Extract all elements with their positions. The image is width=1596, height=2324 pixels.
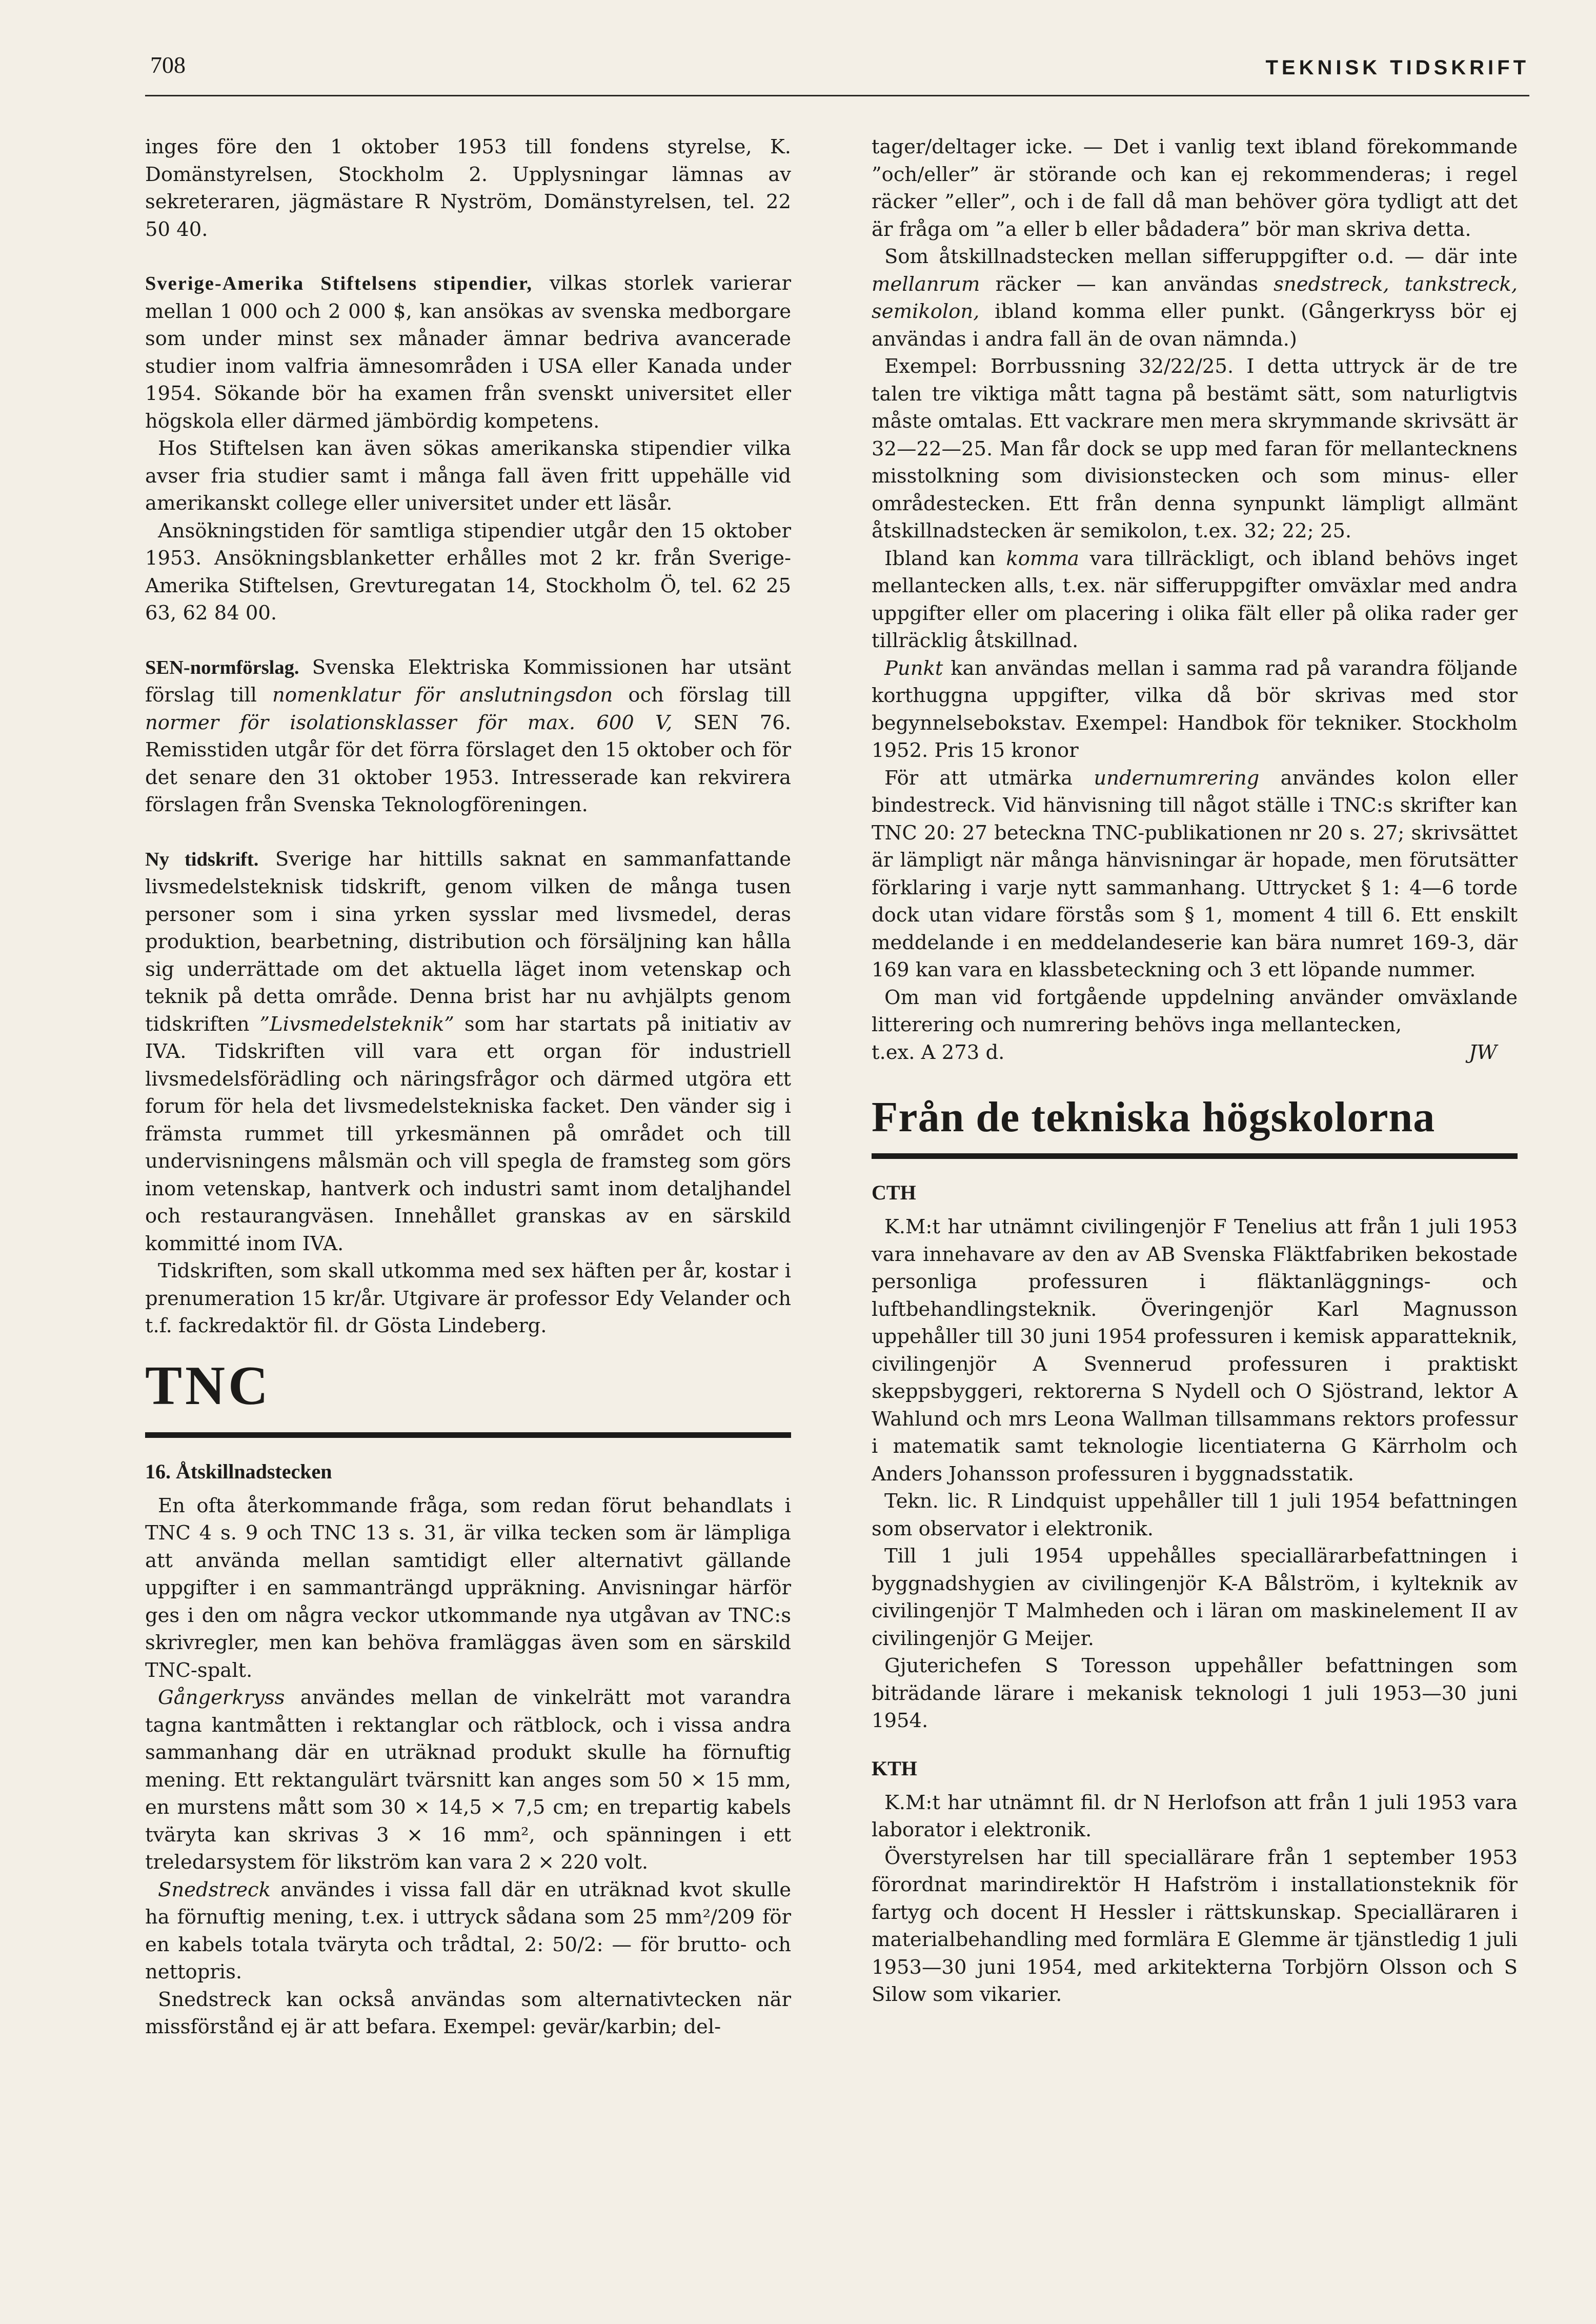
tnc-p2-text: användes mellan de vinkelrätt mot varandra tagna kantmåtten i rektanglar och rätblock, och i vissa andra sammanhang där en uträknad produkt skulle ha förnuftig mening. Ett rektangulärt tvärsnitt kan anges som 50 × 15 mm, en murstens mått som 30 × 14,5 × 7,5 cm; en trepartig kabels tväryta kan skrivas 3 × 16 mm², och spänningen i ett treledarsystem för likström kan vara 2 × 220 volt.: [145, 1686, 791, 1874]
tnc-rule: [145, 1432, 791, 1438]
sa-scholarship-p2: Hos Stiftelsen kan även sökas amerikanska stipendier vilka avser fria studier samt i många fall även fritt uppehälle vid amerikanskt college eller universitet under ett läsår.: [145, 437, 791, 515]
tnc-p2-term: Gångerkryss: [158, 1686, 285, 1709]
tnc-cont-p7: Om man vid fortgående uppdelning använder omväxlande litterering och numrering behövs inga mellantecken,: [872, 986, 1518, 1036]
sen-paragraph: [145, 654, 791, 819]
right-column: [872, 133, 1518, 2009]
page-number: 708: [150, 52, 186, 78]
tnc-cont-p6-b: användes kolon eller bindestreck. Vid hänvisning till något ställe i TNC:s skrifter kan TNC 20: 27 beteckna TNC-publikationen nr 20 s. 27; skrivsättet är lämpligt när många hänvisningar är hopade, men förutsätter förklaring i varje nytt sammanhang. Uttrycket § 1: 4—6 torde dock utan vidare förstås som § 1, moment 4 till 6. Ett enskilt meddelande i en meddelandeserie kan bära numret 169-3, där 169 kan vara en klassbeteckning och 3 ett löpande nummer.: [872, 766, 1518, 981]
tnc-cont-p2-b: räcker — kan användas: [995, 272, 1258, 296]
tnc-cont-p7-b: t.ex. A 273 d.: [872, 1040, 1005, 1064]
colleges-rule: [872, 1153, 1518, 1159]
page-header: [145, 51, 1529, 92]
tnc-p4: Snedstreck kan också användas som alternativtecken när missförstånd ej är att befara. Exempel: gevär/karbin; del-: [145, 1988, 791, 2038]
cth-p4: Gjuterichefen S Toresson uppehåller befattningen som biträdande lärare i mekanisk teknologi 1 juli 1953—30 juni 1954.: [872, 1654, 1518, 1732]
kth-p1: K.M:t har utnämnt fil. dr N Herlofson att från 1 juli 1953 vara laborator i elektronik.: [872, 1791, 1518, 1841]
new-journal-text-b: som har startats på initiativ av IVA. Tidskriften vill vara ett organ för industriell livsmedelsförädling och näringsfrågor och därmed utgöra ett forum för hela det livsmedelstekniska facket. Den vänder sig i främsta rummet till yrkesmännen på området och till undervisningens målsmän och vill spegla de framsteg som görs inom vetenskap, hantverk och industri samt inom detaljhandel och restaurangväsen. Innehållet granskas av en särskild kommitté inom IVA.: [145, 1012, 791, 1255]
cth-p1: K.M:t har utnämnt civilingenjör F Tenelius att från 1 juli 1953 vara innehavare av den av AB Svenska Fläktfabriken bekostade personliga professuren i fläktanläggnings- och luftbehandlingsteknik. Överingenjör Karl Magnusson uppehåller till 30 juni 1954 professuren i kemisk apparatteknik, civilingenjör A Svennerud professuren i praktiskt skeppsbyggeri, rektorerna S Nydell och O Sjöstrand, lektor A Wahlund och mrs Leona Wallman tillsammans rektors professur i matematik samt teknologie licentiaterna G Kärrholm och Anders Johansson professuren i byggnadsstatik.: [872, 1215, 1518, 1486]
tnc-p3-text: användes i vissa fall där en uträknad kvot skulle ha förnuftig mening, t.ex. i uttryck sådana som 25 mm²/209 för en kabels totala tvärytа och trådtal, 2: 50/2: — för brutto- och nettopris.: [145, 1878, 791, 1984]
tnc-p2: [145, 1684, 791, 1876]
tnc-cont-p1: tager/deltager icke. — Det i vanlig text ibland förekommande ”och/eller” är störande och kan ej rekommenderas; i regel räcker ”eller”, och i de fall då man behöver göra tydligt att det är fråga om ”a eller b eller bådadera” bör man skriva detta.: [872, 135, 1518, 241]
tnc-cont-p4-b: vara tillräckligt, och ibland behövs inget mellantecken alls, t.ex. när sifferuppgifter omväxlar med andra uppgifter eller om placering i olika fält eller på olika rader ger tillräcklig åtskillnad.: [872, 547, 1518, 652]
sen-title: SEN-normförslag.: [145, 656, 299, 678]
sen-em-2: normer för isolationsklasser för max. 600 V,: [145, 711, 673, 734]
sen-em-1: nomenklatur för anslutningsdon: [272, 684, 613, 707]
tnc-p1: En ofta återkommande fråga, som redan förut behandlats i TNC 4 s. 9 och TNC 13 s. 31, är vilka tecken som är lämpliga att använda mellan samtidigt eller alternativt gällande uppgifter i en sammanträngd uppräkning. Anvisningar härför ges i den om några veckor utkommande nya utgåvan av TNC:s skrivregler, men kan behöva framläggas även som en särskild TNC-spalt.: [145, 1494, 791, 1682]
new-journal-name: ”Livsmedelsteknik”: [259, 1012, 454, 1036]
spacer: [145, 243, 791, 270]
new-journal-title: Ny tidskrift.: [145, 848, 259, 870]
sa-scholarship-title: Sverige-Amerika Stiftelsens stipendier,: [145, 273, 533, 294]
new-journal-text-a: Sverige har hittills saknat en sammanfattande livsmedelsteknisk tidskrift, genom vilken de många tusen personer som i sina yrken sysslar med livsmedel, deras produktion, bearbetning, distribution och försäljning kan hålla sig underrättade om det aktuella läget inom vetenskap och teknik på detta område. Denna brist har nu avhjälpts genom tidskriften: [145, 847, 791, 1036]
tnc-subheading: 16. Åtskillnadstecken: [145, 1459, 332, 1483]
sa-scholarship-text: vilkas storlek varierar mellan 1 000 och 2 000 $, kan ansökas av svenska medborgare som under minst sex månader ämnar bedriva avancerade studier inom valfria ämnesområden i USA eller Kanada under 1954. Sökande bör ha examen från svenskt universitet eller högskola eller därmed jämbördig kompetens.: [145, 272, 791, 433]
tnc-cont-p6-em: undernumrering: [1094, 766, 1260, 790]
tnc-p3-term: Snedstreck: [158, 1878, 271, 1901]
tnc-cont-p2: [872, 243, 1518, 353]
spacer: [145, 819, 791, 846]
tnc-cont-p2-c: ibland komma eller punkt. (Gångerkryss bör ej användas i andra fall än de ovan nämnda.): [872, 300, 1518, 351]
tnc-cont-p4-em: komma: [1006, 547, 1079, 570]
cth-p3: Till 1 juli 1954 uppehålles speciallärarbefattningen i byggnadshygien av civilingenjör K-A Bålström, i kylteknik av civilingenjör T Malmheden och i läran om maskinelement II av civilingenjör G Meijer.: [872, 1545, 1518, 1650]
sen-text-a: Svenska Elektriska Kommissionen har utsänt förslag till: [145, 655, 791, 707]
tnc-cont-p5-em: Punkt: [884, 656, 943, 680]
tnc-cont-p3: Exempel: Borrbussning 32/22/25. I detta uttryck är de tre talen tre viktiga mått tagna på bestämt sätt, som naturligtvis måste omtalas. Ett vackrare men mera skrymmande skrivsätt är 32—22—25. Man får dock se upp med faran för mellantecknens misstolkning som divisionstecken och som minus- eller områdestecken. Ett från denna synpunkt lämpligt allmänt åtskillnadstecken är semikolon, t.ex. 32; 22; 25.: [872, 355, 1518, 543]
sen-text-b: och förslag till: [628, 684, 791, 707]
new-journal-p2: Tidskriften, som skall utkomma med sex häften per år, kostar i prenumeration 15 kr/år. Utgivare är professor Edy Velander och t.f. fackredaktör fil. dr Gösta Lindeberg.: [145, 1259, 791, 1337]
tnc-cont-p5-text: kan användas mellan i samma rad på varandra följande korthuggna uppgifter, vilka då bör skrivas med stor begynnelsebokstav. Exempel: Handbok för tekniker. Stockholm 1952. Pris 15 kronor: [872, 656, 1518, 762]
sen-text-c: SEN 76. Remisstiden utgår för det förra förslaget den 15 oktober och för det senare den 31 oktober 1953. Intresserade kan rekvirera förslagen från Svenska Teknologföreningen.: [145, 711, 791, 816]
tnc-heading: TNC: [145, 1355, 272, 1416]
sa-scholarship-p3: Ansökningstiden för samtliga stipendier utgår den 15 oktober 1953. Ansökningsblanketter erhålles mot 2 kr. från Sverige-Amerika Stiftelsen, Grevturegatan 14, Stockholm Ö, tel. 62 25 63, 62 84 00.: [145, 519, 791, 625]
tnc-cont-p4-a: Ibland kan: [884, 547, 996, 570]
tnc-cont-p7-end: [872, 1039, 1518, 1067]
colleges-heading: Från de tekniska högskolorna: [872, 1093, 1436, 1141]
kth-p2: Överstyrelsen har till speciallärare från 1 september 1953 förordnat marindirektör H Hafström i installationsteknik för fartyg och docent H Hessler i rättskunskap. Speciallärаren i materialbehandling med formlära E Glemme är tjänstledig 1 juli 1953—30 juni 1954, med arkitekterna Torbjörn Olsson och S Silow som vikarier.: [872, 1846, 1518, 2006]
journal-title: TEKNISK TIDSKRIFT: [1265, 56, 1529, 79]
tnc-cont-p2-em1: mellanrum: [872, 272, 980, 296]
new-journal-p1: [145, 846, 791, 1258]
cth-p2: Tekn. lic. R Lindquist uppehåller till 1 juli 1954 befattningen som observator i elektronik.: [872, 1490, 1518, 1540]
tnc-p3: [145, 1876, 791, 1986]
tnc-cont-p6-a: För att utmärka: [884, 766, 1073, 790]
sa-scholarship-p1: [145, 270, 791, 435]
tnc-cont-p2-a: Som åtskillnadstecken mellan sifferuppgifter o.d. — där inte: [884, 245, 1518, 268]
fund-notice-end: inges före den 1 oktober 1953 till fondens styrelse, K. Domänstyrelsen, Stockholm 2. Upplysningar lämnas av sekreteraren, jägmästare R Nyström, Domänstyrelsen, tel. 22 50 40.: [145, 135, 791, 241]
tnc-cont-p6: [872, 765, 1518, 984]
left-column: [145, 133, 791, 2041]
header-rule: [145, 95, 1529, 96]
author-signature: JW: [1468, 1040, 1497, 1064]
tnc-cont-p5: [872, 655, 1518, 765]
cth-heading: CTH: [872, 1181, 916, 1204]
kth-heading: KTH: [872, 1756, 917, 1780]
tnc-cont-p4: [872, 545, 1518, 655]
tnc-cont-p2-em2: snedstreck, tankstreck, semikolon,: [872, 272, 1518, 323]
spacer: [145, 627, 791, 654]
